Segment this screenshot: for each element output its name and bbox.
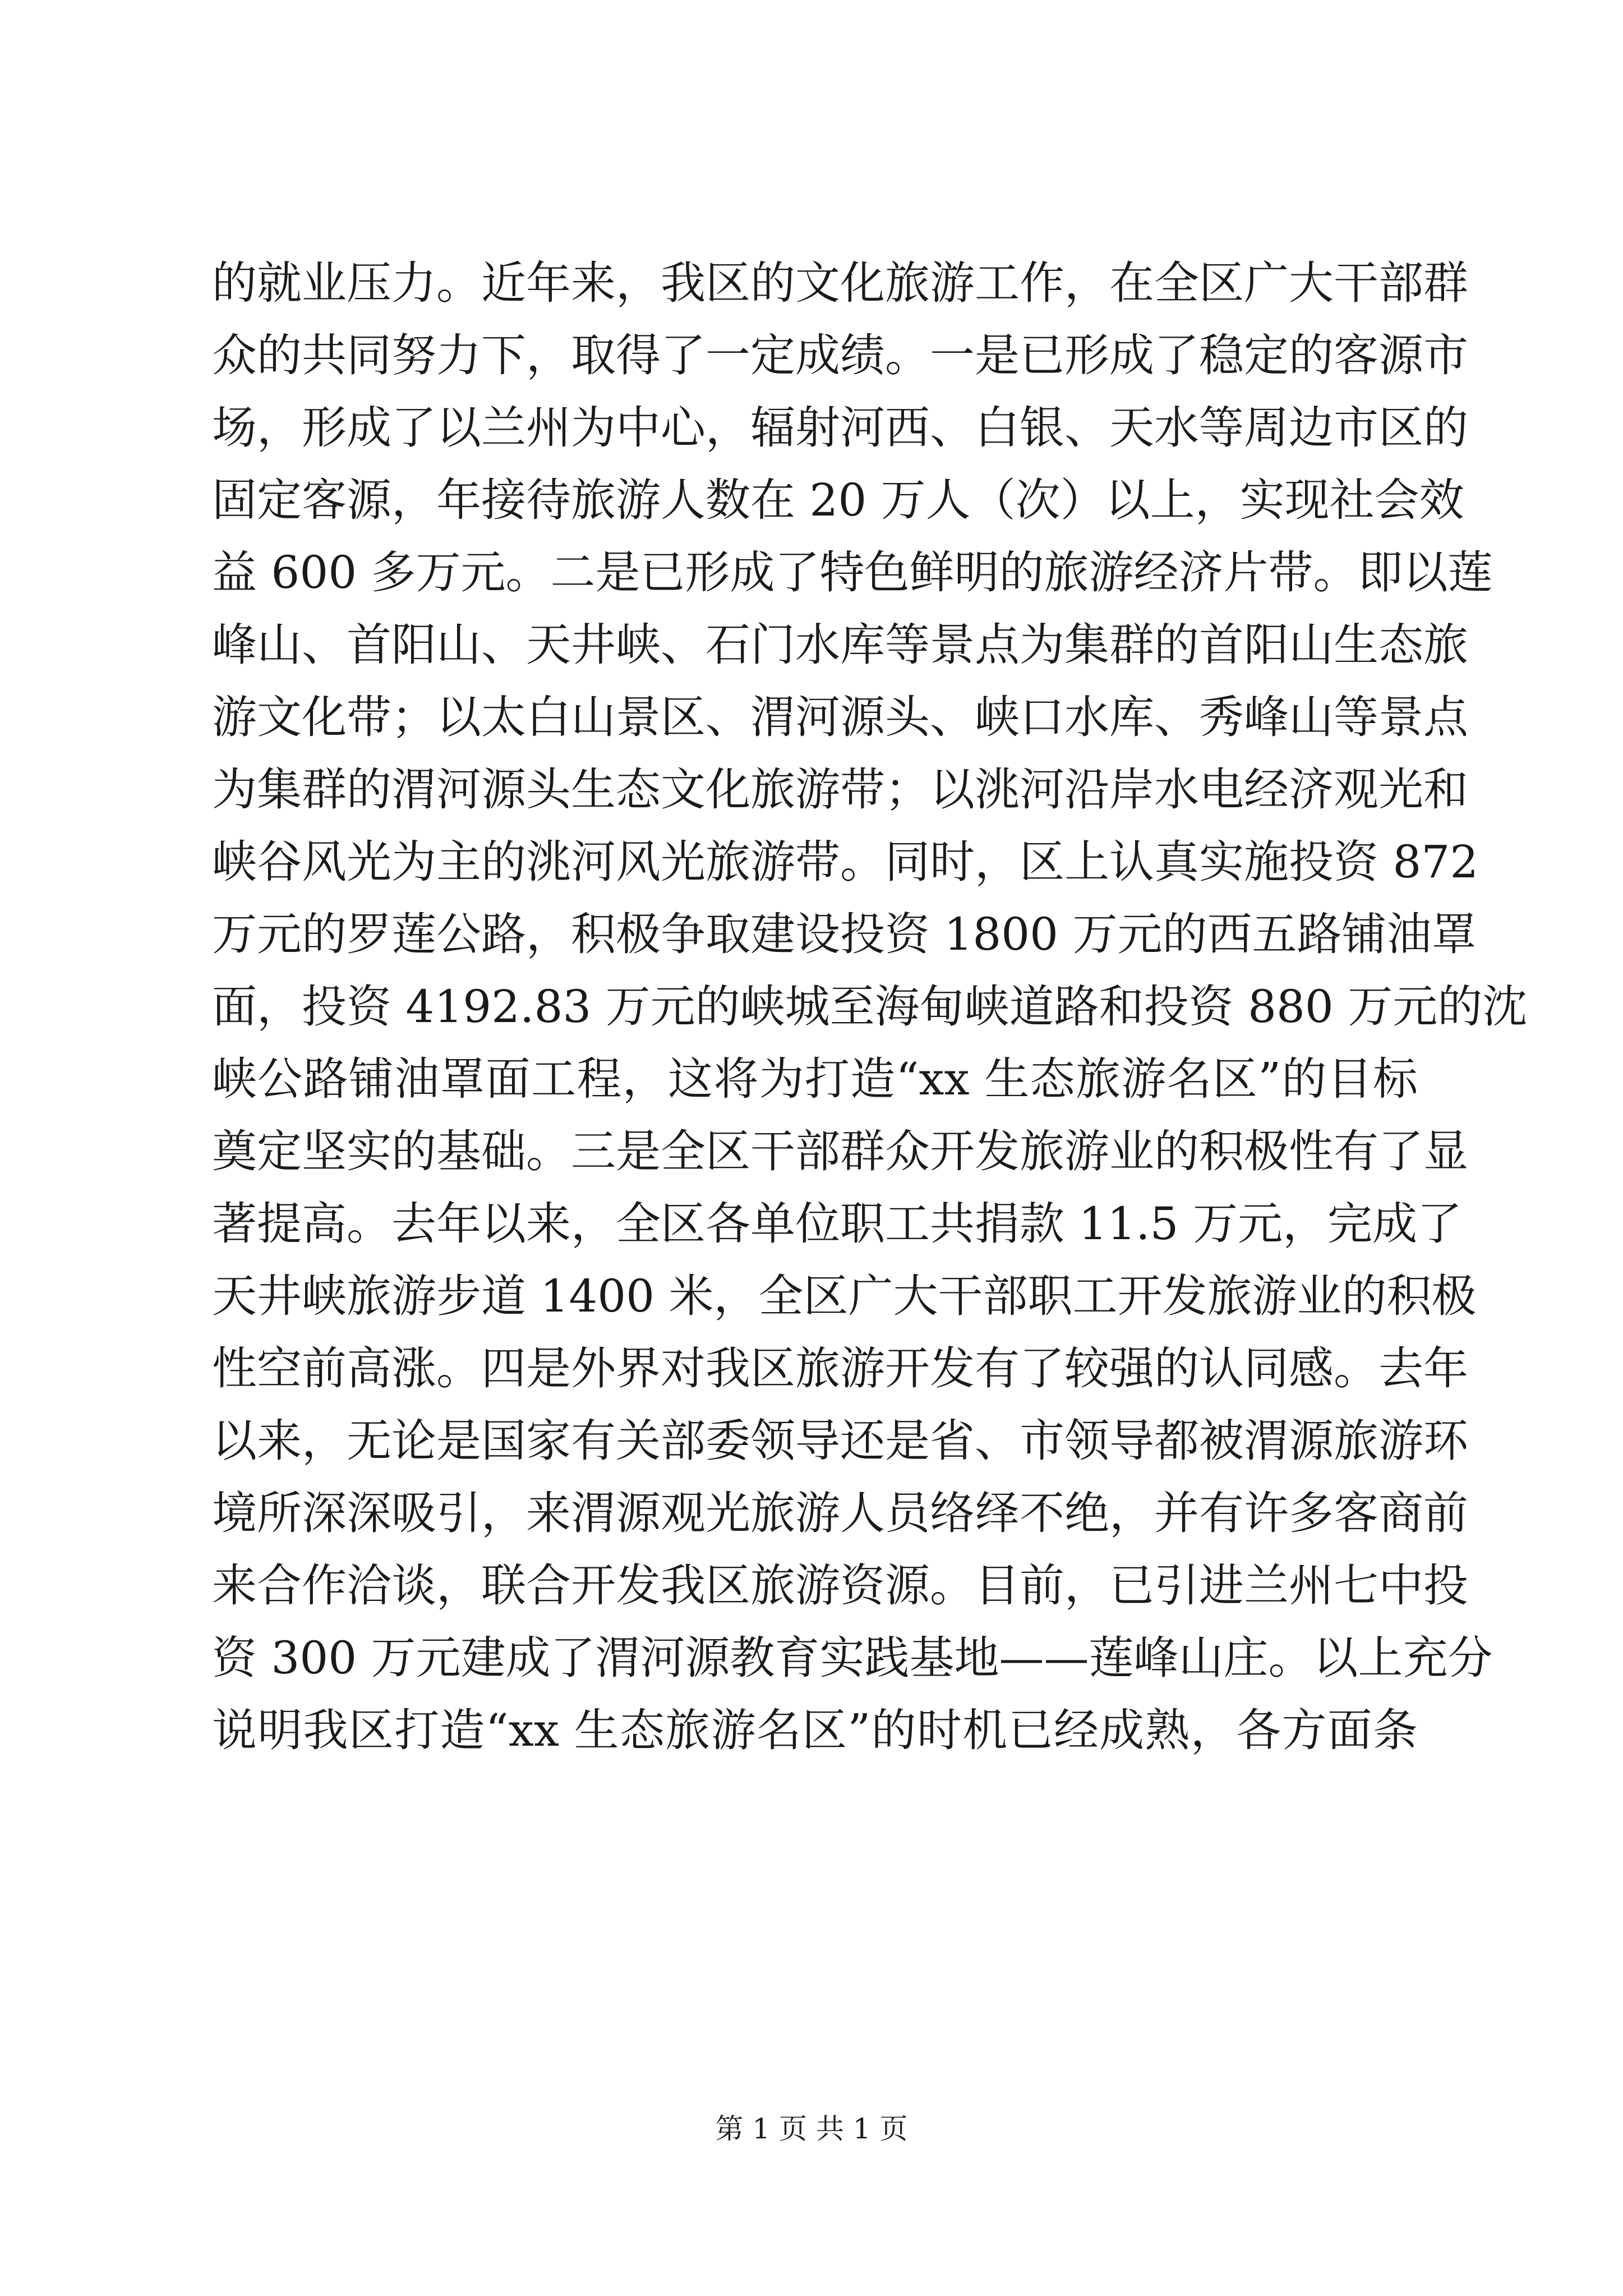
text-line: 著提高。去年以来，全区各单位职工共捐款 11.5 万元，完成了 (212, 1198, 1462, 1250)
text-line: 性空前高涨。四是外界对我区旅游开发有了较强的认同感。去年 (212, 1342, 1468, 1395)
text-line: 场，形成了以兰州为中心，辐射河西、白银、天水等周边市区的 (212, 402, 1468, 454)
text-line: 游文化带；以太白山景区、渭河源头、峡口水库、秀峰山等景点 (212, 691, 1468, 743)
text-line: 为集群的渭河源头生态文化旅游带；以洮河沿岸水电经济观光和 (212, 763, 1468, 816)
text-line: 的就业压力。近年来，我区的文化旅游工作，在全区广大干部群 (212, 257, 1468, 309)
text-line: 万元的罗莲公路，积极争取建设投资 1800 万元的西五路铺油罩 (212, 908, 1477, 960)
body-paragraph (212, 247, 1528, 1766)
text-line: 固定客源，年接待旅游人数在 20 万人（次）以上，实现社会效 (212, 474, 1464, 526)
text-line: 以来，无论是国家有关部委领导还是省、市领导都被渭源旅游环 (212, 1415, 1468, 1467)
text-line: 资 300 万元建成了渭河源教育实践基地——莲峰山庄。以上充分 (212, 1632, 1493, 1684)
text-line: 益 600 多万元。二是已形成了特色鲜明的旅游经济片带。即以莲 (212, 546, 1493, 599)
text-line: 说明我区打造“xx 生态旅游名区”的时机已经成熟，各方面条 (212, 1704, 1418, 1756)
page-number-footer: 第 1 页 共 1 页 (715, 2113, 908, 2145)
text-line: 来合作洽谈，联合开发我区旅游资源。目前，已引进兰州七中投 (212, 1559, 1468, 1612)
text-line: 奠定坚实的基础。三是全区干部群众开发旅游业的积极性有了显 (212, 1125, 1468, 1177)
text-line: 峡谷风光为主的洮河风光旅游带。同时，区上认真实施投资 872 (212, 836, 1479, 888)
text-line: 峰山、首阳山、天井峡、石门水库等景点为集群的首阳山生态旅 (212, 619, 1468, 671)
text-line: 众的共同努力下，取得了一定成绩。一是已形成了稳定的客源市 (212, 329, 1468, 381)
text-line: 境所深深吸引，来渭源观光旅游人员络绎不绝，并有许多客商前 (212, 1487, 1468, 1539)
text-line: 峡公路铺油罩面工程，这将为打造“xx 生态旅游名区”的目标 (212, 1053, 1418, 1105)
text-line: 面，投资 4192.83 万元的峡城至海甸峡道路和投资 880 万元的沈 (212, 981, 1528, 1033)
text-line: 天井峡旅游步道 1400 米，全区广大干部职工开发旅游业的积极 (212, 1270, 1477, 1322)
